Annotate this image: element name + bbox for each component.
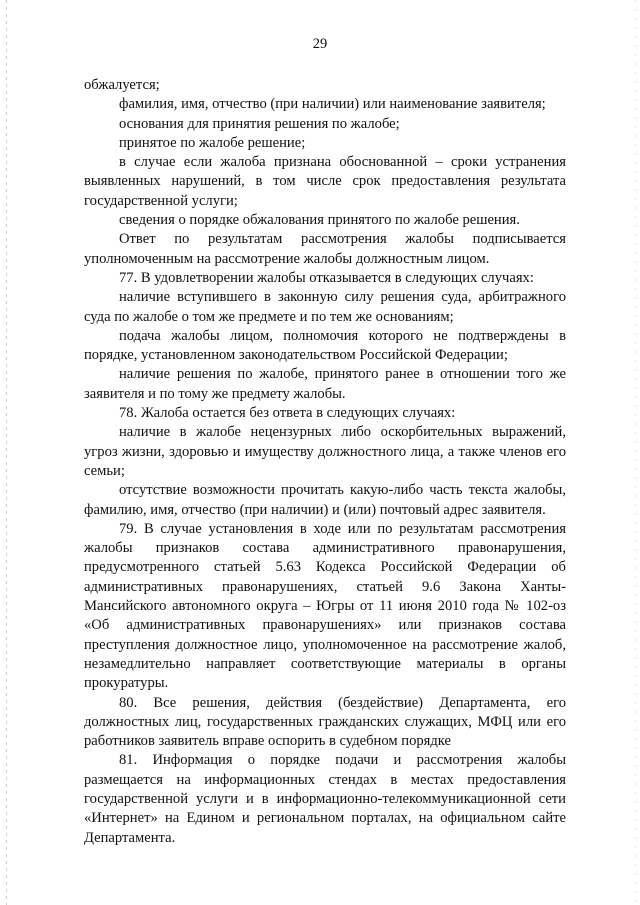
scan-edge-left [6,0,7,905]
paragraph-continuation: обжалуется; [84,77,160,93]
list-item-court-decision: наличие вступившего в законную силу решения суда, арбитражного суда по жалобе о том же предмете и по тем же основаниям; [84,289,566,325]
list-item-previous-decision: наличие решения по жалобе, принятого ранее в отношении того же заявителя и по тому же предмету жалобы. [84,366,566,402]
scan-edge-right [635,0,636,905]
list-item-obscene-language: наличие в жалобе нецензурных либо оскорбительных выражений, угроз жизни, здоровью и имуществу должностного лица, а также членов его семьи; [84,424,566,479]
list-item-decision: принятое по жалобе решение; [119,134,306,151]
list-item-decision-grounds: основания для принятия решения по жалобе; [119,115,400,132]
paragraph-77-heading: 77. В удовлетворении жалобы отказывается в следующих случаях: [119,269,534,286]
list-item-remedy-terms: в случае если жалоба признана обоснованной – сроки устранения выявленных нарушений, в том числе срок предоставления результата государственной услуги; [84,154,566,209]
list-item-applicant-name: фамилия, имя, отчество (при наличии) или наименование заявителя; [119,96,546,113]
paragraph-response-signature: Ответ по результатам рассмотрения жалобы подписывается уполномоченным на рассмотрение жалобы должностным лицом. [84,231,566,267]
paragraph-78-heading: 78. Жалоба остается без ответа в следующих случаях: [119,405,456,422]
list-item-unreadable-text: отсутствие возможности прочитать какую-либо часть текста жалобы, фамилию, имя, отчество (при наличии) и (или) почтовый адрес заявителя. [84,482,566,518]
paragraph-81: 81. Информация о порядке подачи и рассмотрения жалобы размещается на информационных стендах в местах предоставления государственной услуги и в информационно-телекоммуникационной сети «Интернет» на Едином и региональном порталах, на официальном сайте Департамента. [84,752,566,846]
list-item-unauthorized-filer: подача жалобы лицом, полномочия которого не подтверждены в порядке, установленном законодательством Российской Федерации; [84,327,566,364]
list-item-appeal-procedure: сведения о порядке обжалования принятого по жалобе решения. [119,212,520,229]
paragraph-79: 79. В случае установления в ходе или по результатам рассмотрения жалобы признаков состава административного правонарушения, предусмотренного статьей 5.63 Кодекса Российской Федерации об административных правонарушениях, статьей 9.6 Закона Ханты-Мансийского автономного округа – Югры от 11 июня 2010 года № 102-оз «Об административных правонарушениях» или признаков состава преступления должностное лицо, уполномоченное на рассмотрение жалоб, незамедлительно направляет соответствующие материалы в органы прокуратуры. [84,520,566,692]
page-number: 29 [312,36,328,52]
paragraph-80: 80. Все решения, действия (бездействие) Департамента, его должностных лиц, государственных гражданских служащих, МФЦ или его работников заявитель вправе оспорить в судебном порядке [84,694,566,750]
document-body [84,76,566,848]
